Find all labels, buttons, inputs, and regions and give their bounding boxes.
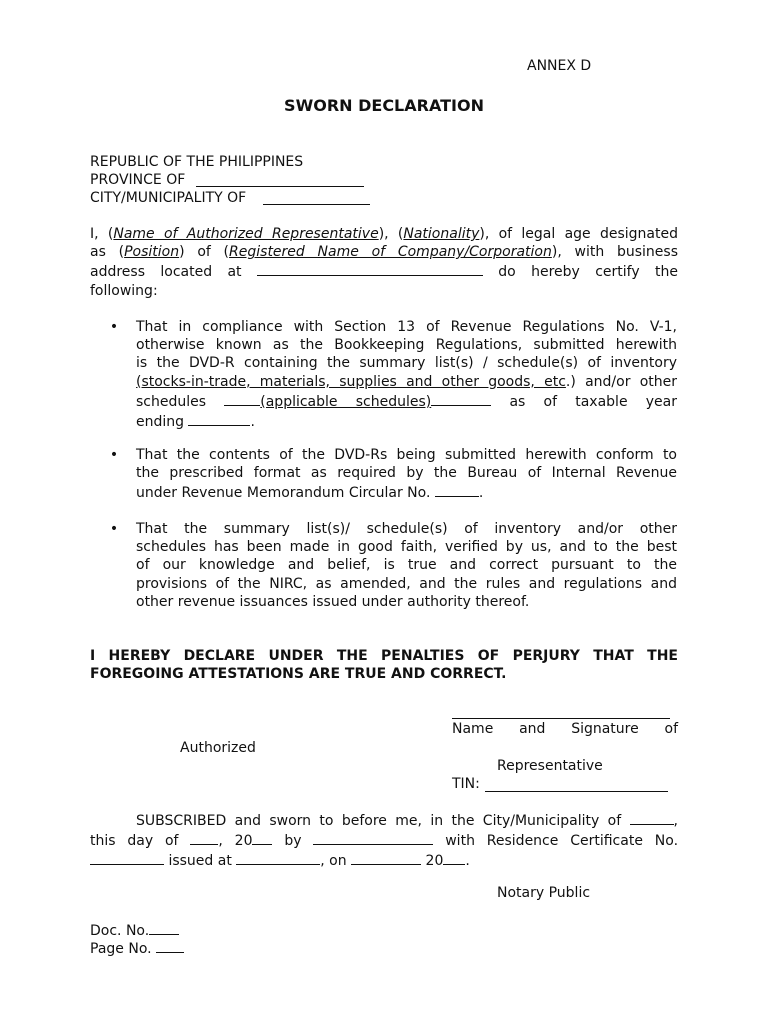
venue-city: CITY/MUNICIPALITY OF <box>90 190 247 206</box>
authorized-label: Authorized <box>180 740 256 756</box>
jurat-paragraph: SUBSCRIBED and sworn to before me, in the City/Municipality of , this day of , 20 by with Residence Certificate No. issued at , on 20 . <box>90 810 678 871</box>
page-number: Page No. <box>90 938 184 958</box>
bullet-1-text: That in compliance with Section 13 of Revenue Regulations No. V-1, otherwise known as the Bookkeeping Regulations, submitted herewith is the DVD-R containing the summary list(s) / schedule(s) of inventory (stocks-in-trade, materials, supplies and other goods, etc.) and/or other schedules (applicable schedules) as of taxable year ending . <box>136 319 677 431</box>
tin-label: TIN: <box>452 776 480 792</box>
bullet-3-marker: • <box>109 521 119 537</box>
address-blank <box>257 261 483 276</box>
province-blank <box>196 186 364 187</box>
rmc-number-blank <box>435 482 479 497</box>
annex-label: ANNEX D <box>527 58 592 74</box>
bullet-2-text: That the contents of the DVD-Rs being submitted herewith conform to the prescribed format as required by the Bureau of Internal Revenue under Revenue Memorandum Circular No. . <box>136 447 677 502</box>
bullet-1-marker: • <box>109 319 119 335</box>
tin-blank <box>485 791 668 792</box>
perjury-declaration: I HEREBY DECLARE UNDER THE PENALTIES OF PERJURY THAT THE FOREGOING ATTESTATIONS ARE TRUE AND CORRECT. <box>90 648 678 683</box>
document-title: SWORN DECLARATION <box>284 96 484 115</box>
venue-republic: REPUBLIC OF THE PHILIPPINES <box>90 154 304 170</box>
bullet-3-text: That the summary list(s)/ schedule(s) of inventory and/or other schedules has been made in good faith, verified by us, and to the best of our knowledge and belief, is true and correct pursuant to the provisions of the NIRC, as amended, and the rules and regulations and other revenue issuances issued under authority thereof. <box>136 521 677 610</box>
bullet-2-marker: • <box>109 447 119 463</box>
name-signature-label: Name and Signature of <box>452 721 678 737</box>
venue-province: PROVINCE OF <box>90 172 186 188</box>
doc-number: Doc. No. <box>90 920 179 940</box>
notary-public-label: Notary Public <box>497 885 591 901</box>
representative-label: Representative <box>497 758 603 774</box>
year-ending-blank <box>188 411 250 426</box>
intro-paragraph: I, (Name of Authorized Representative), (Nationality), of legal age designated as (Position) of (Registered Name of Company/Corporation), with business address located at do hereby certify the following: <box>90 226 678 299</box>
signature-line <box>452 718 670 719</box>
city-blank <box>263 204 370 205</box>
